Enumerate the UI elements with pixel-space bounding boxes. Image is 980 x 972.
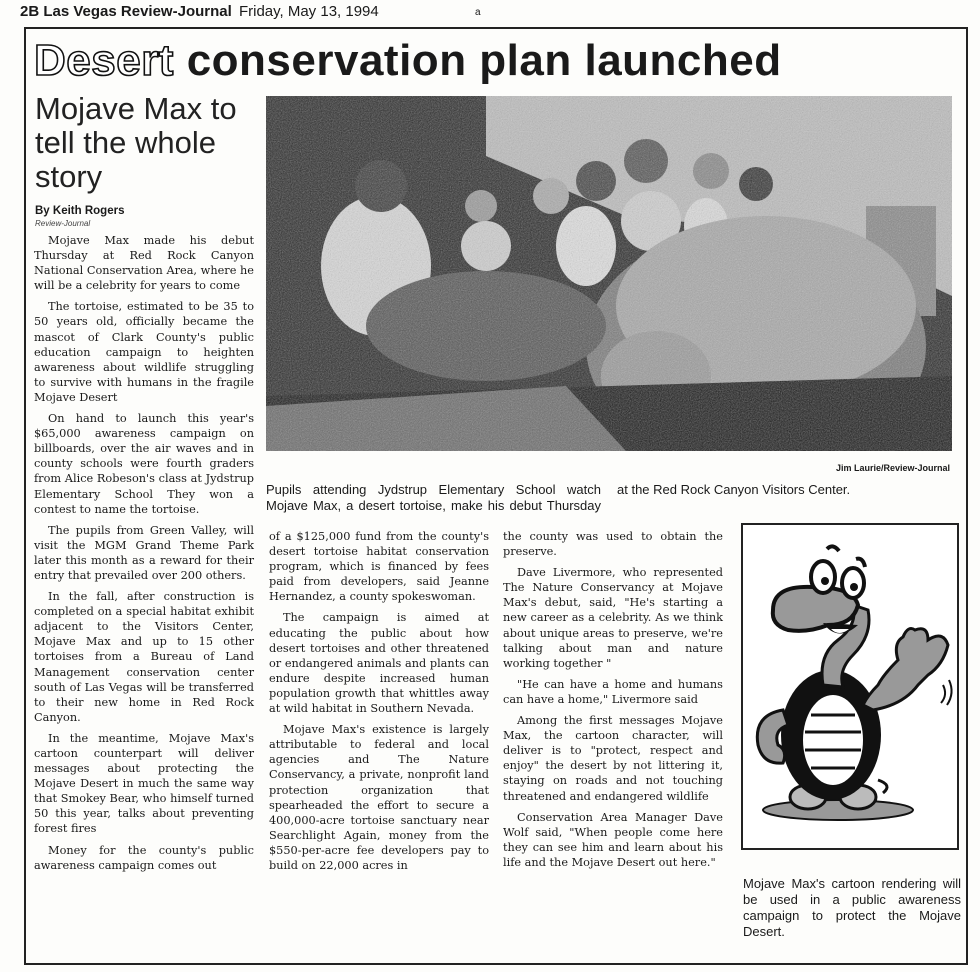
- paragraph: The campaign is aimed at educating the public about how desert tortoises and other threatened or endangered animals and plants can endure despite increased human population growth that whittles away at wild habitat in Southern Nevada.: [269, 611, 489, 716]
- paragraph: of a $125,000 fund from the county's desert tortoise habitat conservation program, which is financed by fees paid from developers, said Jeanne Hernandez, a county spokeswoman.: [269, 530, 489, 604]
- article-column-3: [503, 529, 723, 876]
- paragraph: Money for the county's public awareness campaign comes out: [34, 843, 254, 872]
- photo-credit: Jim Laurie/Review-Journal: [835, 463, 950, 473]
- paragraph: Mojave Max's existence is largely attributable to federal and local agencies and The Nature Conservancy, a private, nonprofit land protection organization that spearheaded the effort to secure a 400,000-acre tortoise sanctuary near Searchlight Again, money from the $550-per-acre fee developers pay to build on 22,000 acres in: [269, 723, 489, 872]
- cartoon-tortoise-waving-icon: [743, 525, 957, 848]
- paragraph: Dave Livermore, who represented The Nature Conservancy at Mojave Max's debut, said, "He's starting a new career as a celebrity. As we think about unique areas to preserve, we're talking about man and nature working together ": [503, 566, 723, 670]
- byline-author: By Keith Rogers: [35, 205, 125, 217]
- paragraph: The pupils from Green Valley, will visit the MGM Grand Theme Park later this month as a reward for their entry that prevailed over 200 others.: [34, 523, 254, 582]
- headline: [34, 36, 782, 86]
- paragraph: "He can have a home and humans can have a home," Livermore said: [503, 677, 723, 706]
- subhead: Mojave Max to tell the whole story: [35, 91, 237, 194]
- paragraph: Mojave Max made his debut Thursday at Red Rock Canyon National Conservation Area, where he will be a celebrity for years to come: [34, 234, 254, 293]
- paragraph: Conservation Area Manager Dave Wolf said, "When people come here they can see him and learn about his life and the Mojave Desert out here.": [503, 810, 723, 869]
- edition-mark: a: [475, 7, 481, 18]
- paragraph: In the fall, after construction is completed on a special habitat exhibit adjacent to the Visitors Center, Mojave Max and up to 15 other tortoises from a Bureau of Land Management conservation center south of Las Vegas will be transferred to their new home in Red Rock Canyon.: [34, 590, 254, 724]
- article-column-2: [269, 529, 489, 879]
- publication-date: Friday, May 13, 1994: [238, 3, 379, 20]
- article-column-1: [34, 233, 254, 879]
- byline-organization: Review-Journal: [35, 219, 91, 228]
- paragraph: Among the first messages Mojave Max, the cartoon character, will deliver is to "protect, respect and enjoy" the desert by not littering it, staying on roads and not touching threatened and endangered wildlife: [503, 714, 723, 803]
- photo-pupils-with-tortoise-icon: [266, 96, 952, 451]
- cartoon-caption: Mojave Max's cartoon rendering will be used in a public awareness campaign to protect the Mojave Desert.: [743, 876, 961, 939]
- headline-outlined-word: Desert: [34, 36, 174, 85]
- masthead: [20, 3, 481, 20]
- cartoon-box: [741, 523, 959, 850]
- paragraph: the county was used to obtain the preserve.: [503, 530, 723, 559]
- paragraph: In the meantime, Mojave Max's cartoon counterpart will deliver messages about protecting the Mojave Desert in much the same way that Smokey Bear, who himself turned 50 this year, talks about preventing forest fires: [34, 731, 254, 836]
- paragraph: On hand to launch this year's $65,000 awareness campaign on billboards, over the air waves and in county schools were fourth graders from Alice Robeson's class at Jydstrup Elementary School They won a contest to name the tortoise.: [34, 412, 254, 516]
- newspaper-name: Las Vegas Review-Journal: [43, 3, 232, 20]
- photo-pupils-tortoise: [266, 96, 952, 451]
- photo-caption: Pupils attending Jydstrup Elementary School watch Mojave Max, a desert tortoise, make his debut Thursday at the Red Rock Canyon Visitors Center.: [266, 482, 851, 513]
- page-number: 2B: [20, 3, 40, 20]
- headline-rest: conservation plan launched: [186, 36, 782, 85]
- paragraph: The tortoise, estimated to be 35 to 50 years old, officially became the mascot of Clark County's public education campaign to heighten awareness about wildlife struggling to survive with humans in the fragile Mojave Desert: [34, 300, 254, 404]
